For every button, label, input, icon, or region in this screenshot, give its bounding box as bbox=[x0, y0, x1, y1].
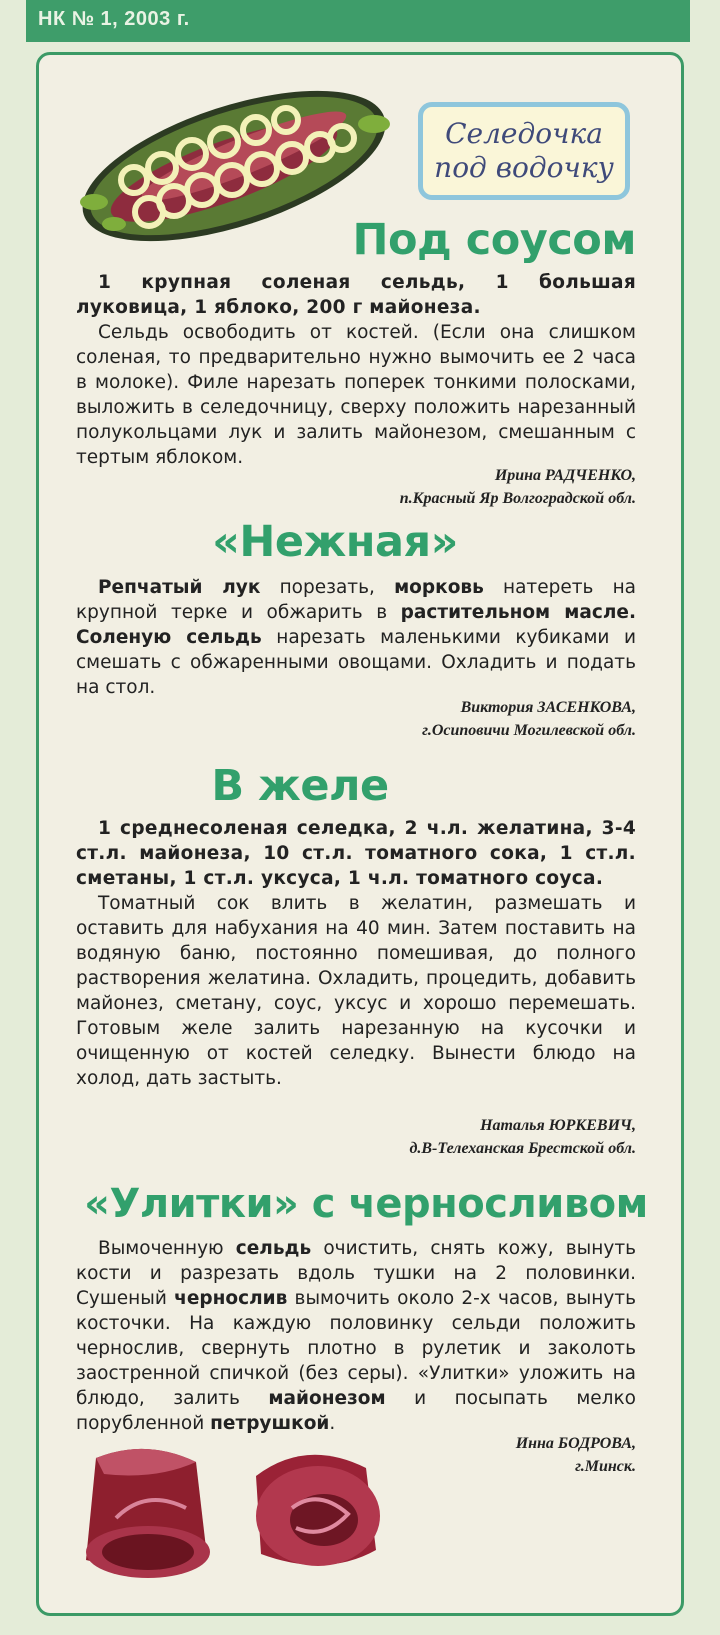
recipe-body bbox=[76, 1236, 636, 1436]
highlight-text: Репчатый лук bbox=[98, 577, 261, 598]
recipe-author-block bbox=[422, 696, 636, 742]
recipe-place: п.Красный Яр Волгоградской обл. bbox=[399, 490, 636, 507]
issue-label: НК № 1, 2003 г. bbox=[38, 8, 190, 30]
recipe-body bbox=[76, 575, 636, 700]
recipe-ingredients: 1 крупная соленая сельдь, 1 большая луковица, 1 яблоко, 200 г майонеза. bbox=[76, 272, 636, 318]
herring-roll-left bbox=[86, 1449, 210, 1578]
recipe-text: порезать, bbox=[260, 577, 395, 598]
highlight-text: майонезом bbox=[268, 1388, 386, 1409]
highlight-text: растительном масле. bbox=[400, 602, 636, 623]
herring-roll-right bbox=[256, 1455, 380, 1566]
recipe-body bbox=[76, 270, 636, 470]
recipe-text: . bbox=[329, 1413, 336, 1434]
issue-bar bbox=[26, 0, 690, 42]
recipe-ingredients: 1 среднесоленая селедка, 2 ч.л. желатина, 3-4 ст.л. майонеза, 10 ст.л. томатного сока, 1 ст.л. сметаны, 1 ст.л. уксуса, 1 ч.л. томатного соуса. bbox=[76, 818, 636, 889]
section-title-line1: Селедочка bbox=[445, 117, 603, 150]
recipe-text: очистить, снять кожу, вынуть кости и разрезать вдоль тушки на 2 половинки. Сушеный bbox=[76, 1238, 636, 1309]
recipe-author: Виктория ЗАСЕНКОВА, bbox=[460, 699, 636, 716]
recipe-text: вымочить около 2-х часов, вынуть косточки. На каждую половинку сельди положить чернослив, свернуть плотно в рулетик и заколоть заостренной спичкой (без серы). «Улитки» уложить на блюдо, залить bbox=[76, 1288, 636, 1409]
recipe-author: Ирина РАДЧЕНКО, bbox=[494, 467, 636, 484]
recipe-author: Наталья ЮРКЕВИЧ, bbox=[480, 1117, 636, 1134]
recipe-author: Инна БОДРОВА, bbox=[515, 1435, 636, 1452]
recipe-author-block bbox=[400, 464, 636, 510]
recipe-author-block bbox=[409, 1114, 636, 1160]
recipe-author-block bbox=[516, 1432, 636, 1478]
recipe-place: г.Осиповичи Могилевской обл. bbox=[422, 722, 636, 739]
recipe-method: Сельдь освободить от костей. (Если она слишком соленая, то предварительно нужно вымочить ее 2 часа в молоке). Филе нарезать поперек тонкими полосками, выложить в селедочницу, сверху положить нарезанный полукольцами лук и залить майонезом, смешанным с тертым яблоком. bbox=[76, 322, 636, 468]
recipe-title: В желе bbox=[211, 761, 389, 811]
section-title-line2: под водочку bbox=[434, 151, 614, 184]
recipe-text: нарезать маленькими кубиками и смешать с обжаренными овощами. Охладить и подать на стол. bbox=[76, 627, 636, 698]
recipe-text: натереть на крупной терке и обжарить в bbox=[76, 577, 637, 623]
highlight-text: морковь bbox=[394, 577, 484, 598]
recipe-text: и посыпать мелко порубленной bbox=[76, 1388, 636, 1434]
herring-rolls-photo bbox=[56, 1428, 416, 1598]
recipe-title: «Улитки» с черносливом bbox=[84, 1181, 648, 1227]
highlight-text: петрушкой bbox=[210, 1413, 330, 1434]
recipe-method bbox=[76, 1236, 636, 1436]
section-title-box bbox=[418, 102, 630, 200]
highlight-text: Соленую сельдь bbox=[76, 627, 262, 648]
recipe-method: Томатный сок влить в желатин, размешать и оставить для набухания на 40 мин. Затем поставить на водяную баню, постоянно помешивая, до полного растворения желатина. Охладить, процедить, добавить майонез, сметану, соус, уксус и хорошо перемешать. Готовым желе залить нарезанную на кусочки и очищенную от костей селедку. Вынести блюдо на холод, дать застыть. bbox=[76, 893, 636, 1089]
highlight-text: сельдь bbox=[235, 1238, 312, 1259]
recipe-body bbox=[76, 816, 636, 1091]
recipe-title: Под соусом bbox=[352, 215, 636, 265]
recipe-place: г.Минск. bbox=[575, 1458, 636, 1475]
recipe-place: д.В-Телеханская Брестской обл. bbox=[409, 1140, 636, 1157]
recipe-text: Вымоченную bbox=[98, 1238, 236, 1259]
highlight-text: чернослив bbox=[174, 1288, 288, 1309]
recipe-method bbox=[76, 575, 636, 700]
recipe-title: «Нежная» bbox=[212, 517, 458, 567]
